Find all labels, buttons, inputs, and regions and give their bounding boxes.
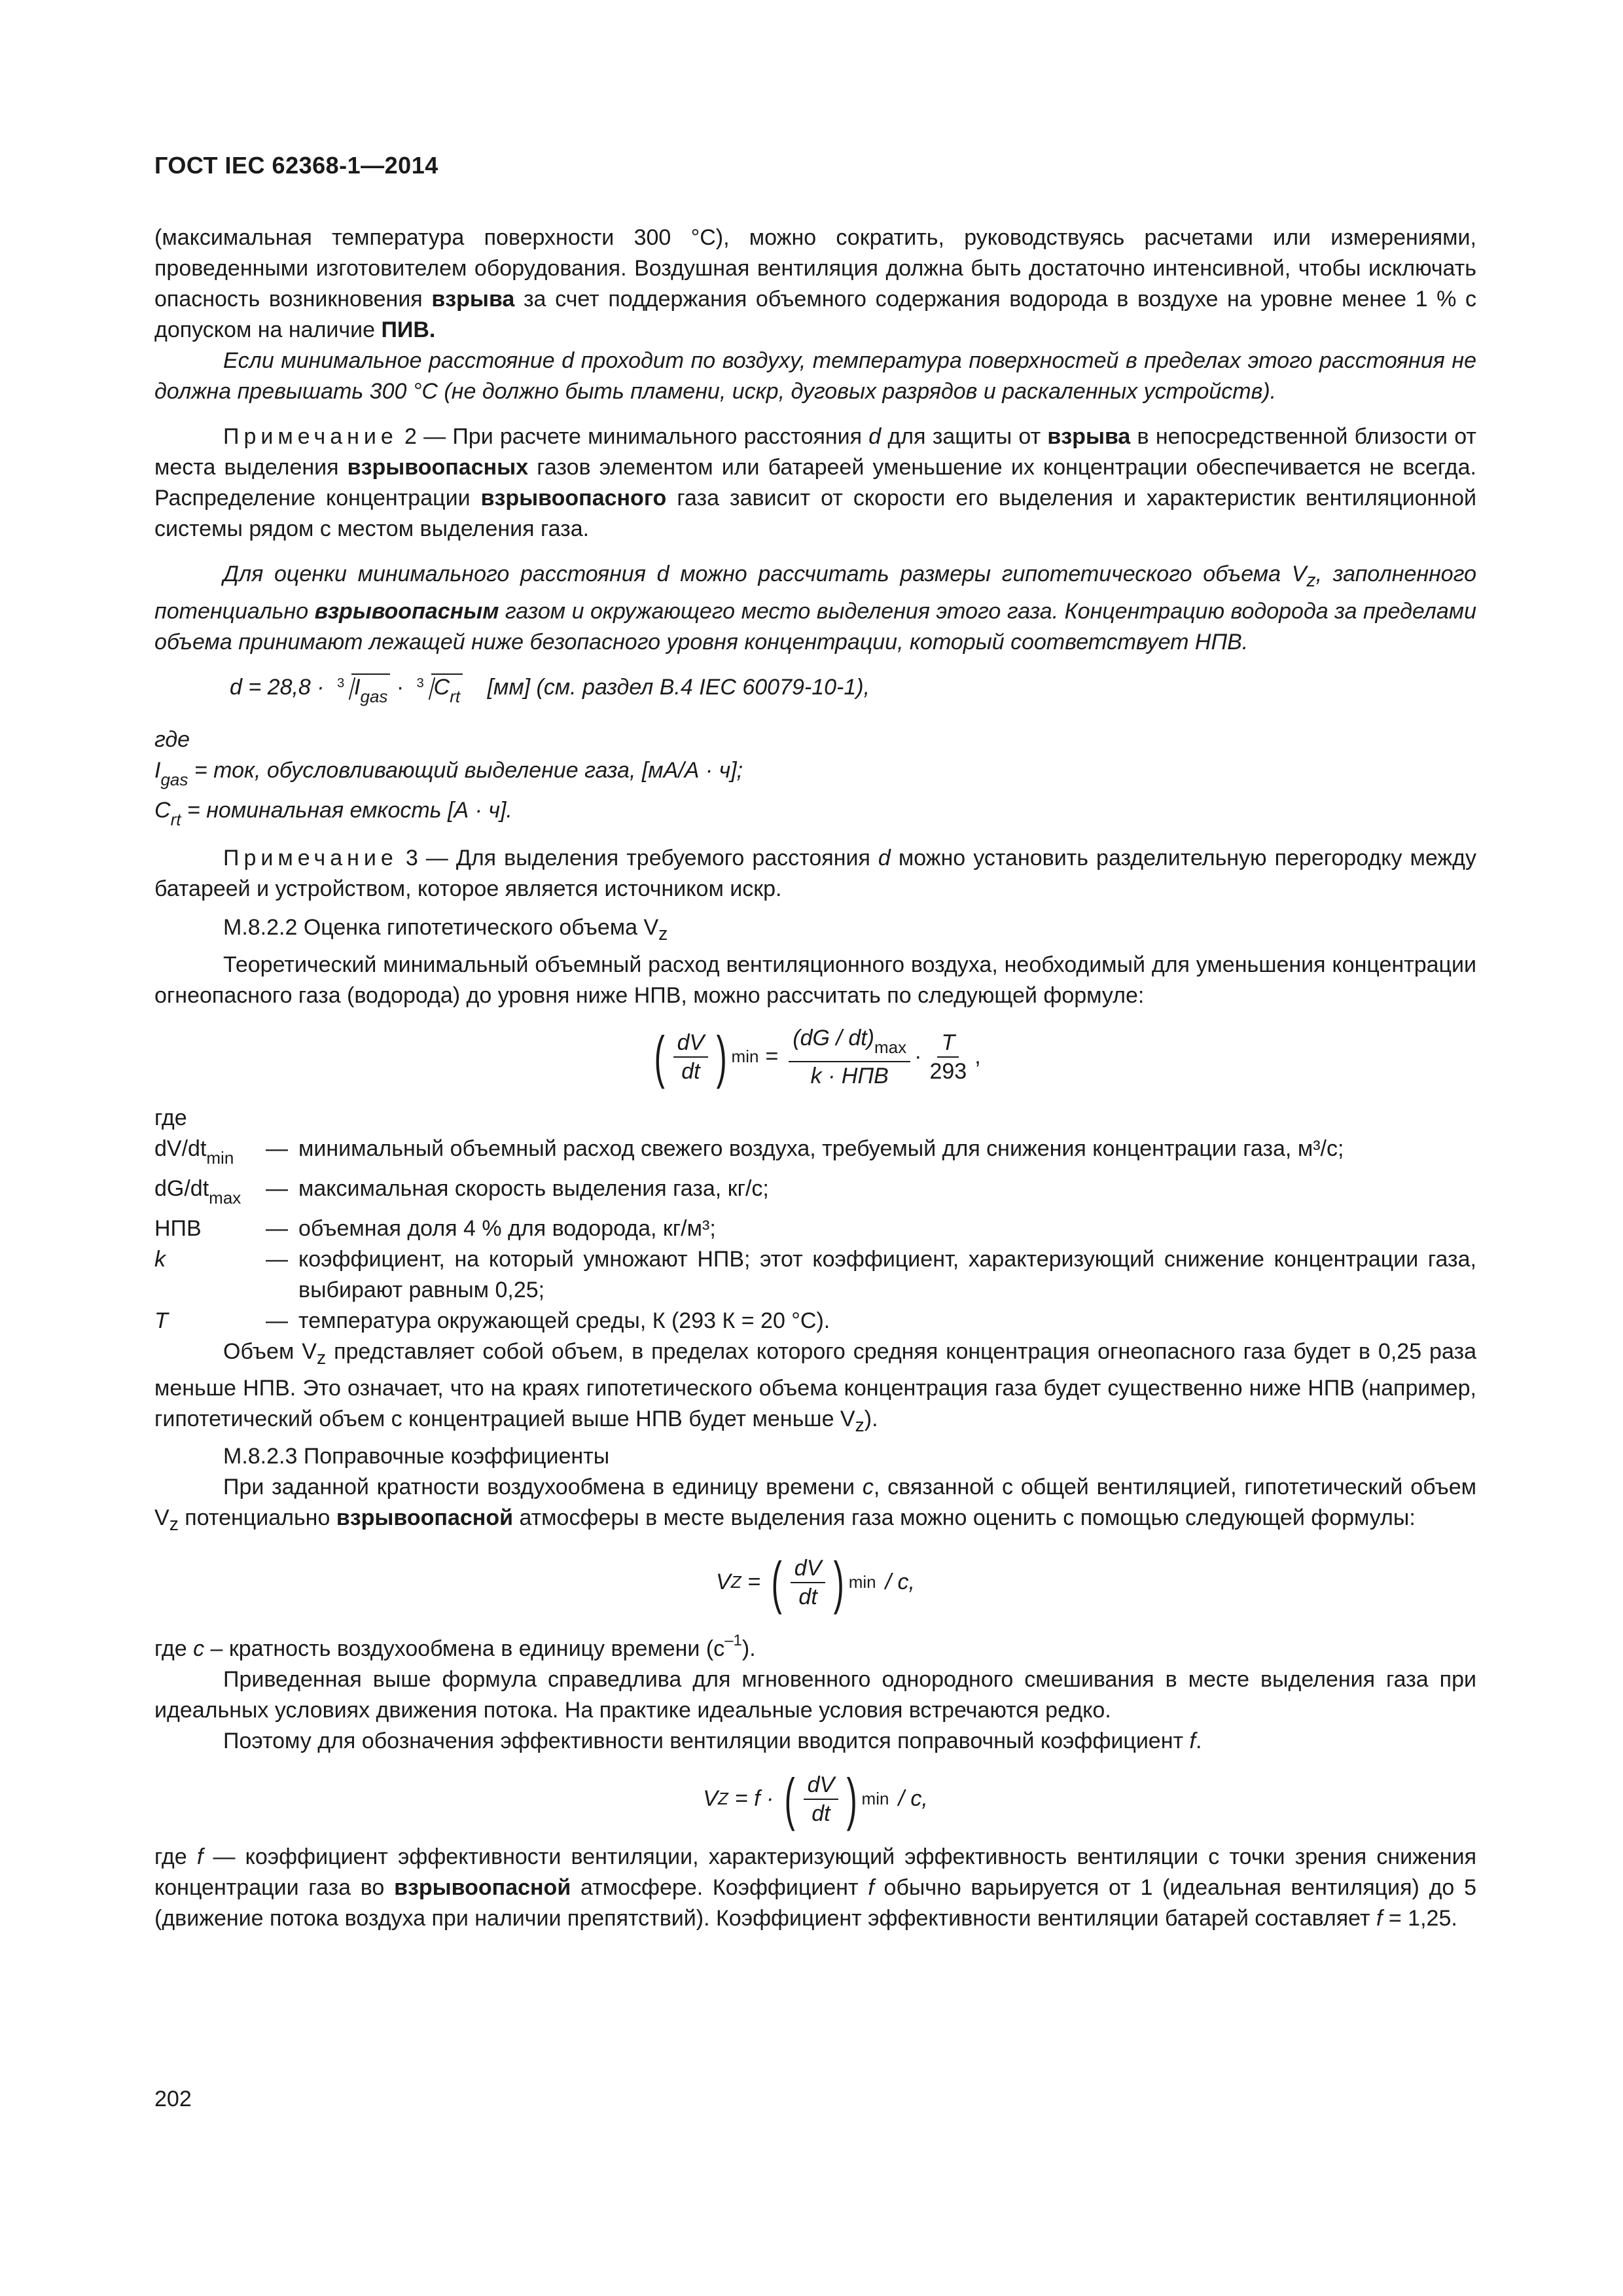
section-m822-title: M.8.2.2 Оценка гипотетического объема $V_z$	[223, 914, 668, 944]
note-3: Примечание 3 — Для выделения требуемого расстояния d можно установить разделительную перегородку между батареей и устройством, которое является источником искр.	[154, 845, 1476, 901]
where-label-2: где	[154, 1105, 187, 1130]
formula-flow-rate: ( $\frac{dV}{dt}$ ) min = $\frac{(dG / dt)_{max}}{\text{k · НПВ}}$ · $\frac{T}{293}$ ,	[654, 1024, 981, 1089]
definition-text: коэффициент, на который умножают НПВ; этот коэффициент, характеризующий снижение концентрации газа, выбирают равным 0,25;	[298, 1246, 1476, 1302]
paragraph-10: где f — коэффициент эффективности вентиляции, характеризующий эффективность вентиляции с точки зрения снижения концентрации газа во взрывоопасной атмосфере. Коэффициент f обычно варьируется от 1 (идеальная вентиляция) до 5 (движение потока воздуха при наличии препятствий). Коэффициент эффективности вентиляции батарей составляет f = 1,25.	[154, 1844, 1476, 1931]
paragraph-5: Объем $V_z$ представляет собой объем, в пределах которого средняя концентрация огнеопасного газа будет в 0,25 раза меньше НПВ. Это означает, что на краях гипотетического объема концентрация газа будет существенно ниже НПВ (например, гипотетический объем с концентрацией выше НПВ будет меньше $V_z$).	[154, 1338, 1476, 1437]
formula-distance: d = 28,8 · 3 $I_{gas}$ · 3 $C_{rt}$ [мм] (см. раздел B.4 IEC 60079-10-1),	[154, 658, 1476, 725]
definition-symbol: k	[154, 1246, 166, 1272]
definition-symbol: $dV/dt_{min}$	[154, 1136, 234, 1168]
paragraph-1: (максимальная температура поверхности 300 °C), можно сократить, руководствуясь расчетами или измерениями, проведенными изготовителем оборудования. Воздушная вентиляция должна быть достаточно интенсивной, чтобы исключать опасность возникновения взрыва за счет поддержания объемного содержания водорода в воздухе на уровне менее 1 % с допуском на наличие ПИВ.	[154, 225, 1476, 342]
definition-igas: $I_{gas}$ = ток, обусловливающий выделение газа, [мА/А · ч];	[154, 757, 743, 789]
definition-text: максимальная скорость выделения газа, кг/с;	[298, 1175, 769, 1201]
definition-crt: $C_{rt}$ = номинальная емкость [А · ч].	[154, 797, 512, 829]
where-label-1: где	[154, 726, 190, 752]
page-number: 202	[154, 2087, 192, 2111]
paragraph-4: Теоретический минимальный объемный расход вентиляционного воздуха, необходимый для уменьшения концентрации огнеопасного газа (водорода) до уровня ниже НПВ, можно рассчитать по следующей формуле:	[154, 952, 1476, 1008]
paragraph-7: где c – кратность воздухообмена в единицу времени $(с^{-1})$.	[154, 1631, 756, 1661]
definition-symbol: T	[154, 1308, 168, 1333]
paragraph-6: При заданной кратности воздухообмена в единицу времени c, связанной с общей вентиляцией, гипотетический объем $V_z$ потенциально взрывоопасной атмосферы в месте выделения газа можно оценить с помощью следующей формулы:	[154, 1475, 1477, 1535]
paragraph-3: Для оценки минимального расстояния d можно рассчитать размеры гипотетического объема $V_z$, заполненного потенциально взрывоопасным газом и окружающего место выделения этого газа. Концентрацию водорода за пределами объема принимают лежащей ниже безопасного уровня концентрации, который соответствует НПВ.	[154, 562, 1476, 655]
paragraph-2: Если минимальное расстояние d проходит по воздуху, температура поверхностей в пределах этого расстояния не должна превышать 300 °С (не должно быть пламени, искр, дуговых разрядов и раскаленных устройств).	[154, 348, 1476, 404]
definition-symbol: $dG/dt_{max}$	[154, 1175, 241, 1208]
section-m823-title: M.8.2.3 Поправочные коэффициенты	[223, 1444, 610, 1469]
definition-symbol: НПВ	[154, 1215, 202, 1241]
definition-list: $dV/dt_{min}$ — минимальный объемный расход свежего воздуха, требуемый для снижения концентрации газа, м³/с; $dG/dt_{max}$ — максимальная скорость выделения газа, кг/с; НПВ — объемная доля 4 % для водорода, кг/м³; k — коэффициент, на который умножают НПВ; этот коэффициент, характеризующий снижение концентрации газа, выбирают равным 0,25; T — температура окружающей среды, К (293 К = 20 °С).	[154, 1134, 1476, 1336]
definition-text: минимальный объемный расход свежего воздуха, требуемый для снижения концентрации газа, м³/с;	[298, 1136, 1344, 1161]
paragraph-9: Поэтому для обозначения эффективности вентиляции вводится поправочный коэффициент f.	[223, 1728, 1202, 1753]
paragraph-8: Приведенная выше формула справедлива для мгновенного однородного смешивания в месте выделения газа при идеальных условиях движения потока. На практике идеальные условия встречаются редко.	[154, 1666, 1476, 1723]
formula-volume-corrected: V Z = f · ( $\frac{dV}{dt}$ ) min / c,	[703, 1766, 928, 1831]
document-header: ГОСТ IEC 62368-1—2014	[154, 152, 438, 179]
page-content	[154, 223, 1476, 1934]
definition-text: объемная доля 4 % для водорода, кг/м³;	[298, 1215, 716, 1241]
definition-text: температура окружающей среды, К (293 К = 20 °С).	[298, 1308, 830, 1333]
formula-volume: V Z = ( $\frac{dV}{dt}$ ) min / c,	[716, 1549, 915, 1615]
note-2: Примечание 2 — При расчете минимального расстояния d для защиты от взрыва в непосредственной близости от места выделения взрывоопасных газов элементом или батареей уменьшение их концентрации обеспечивается не всегда. Распределение концентрации взрывоопасного газа зависит от скорости его выделения и характеристик вентиляционной системы рядом с местом выделения газа.	[154, 424, 1476, 541]
